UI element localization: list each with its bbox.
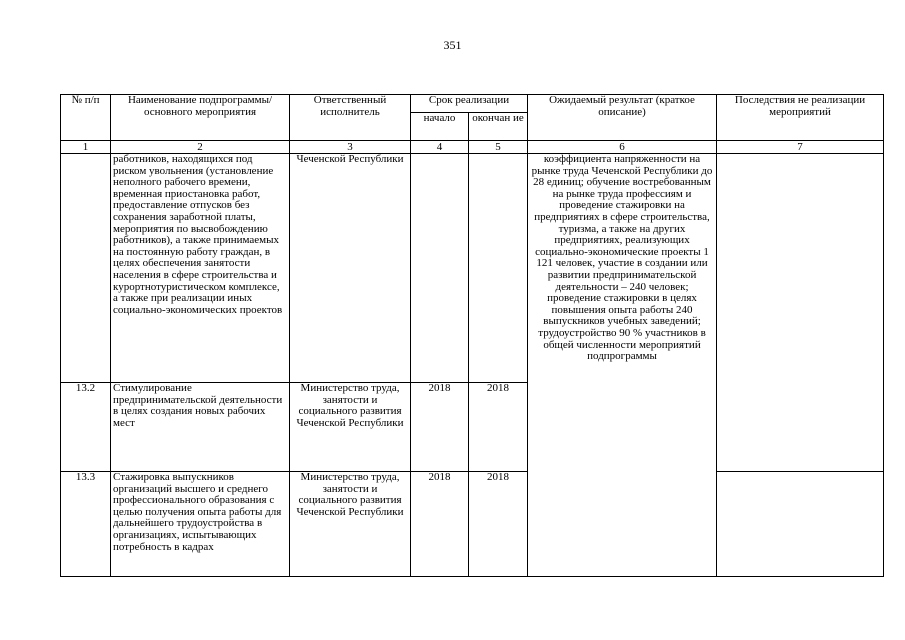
row-end-year: 2018: [469, 472, 528, 577]
program-table: [60, 94, 884, 577]
row-start-year: [411, 154, 469, 383]
column-number: 5: [469, 141, 528, 154]
row-measure-name: Стимулирование предпринимательской деятельности в целях создания новых рабочих мест: [111, 383, 290, 472]
page-number: 351: [443, 38, 462, 52]
header-start: начало: [411, 113, 469, 141]
table-row: [61, 154, 884, 383]
row-start-year: 2018: [411, 383, 469, 472]
column-number: 6: [528, 141, 717, 154]
row-measure-name: работников, находящихся под риском увольнения (установление неполного рабочего времени, временная приостановка работ, предоставление отпусков без сохранения заработной платы, мероприятия по высвобождению работников), а также принимаемых на постоянную работу граждан, в целях обеспечения занятости населения в сфере строительства и курортнотуристическом комплексе, а также при реализации иных социально-экономических проектов: [111, 154, 290, 383]
column-number: 1: [61, 141, 111, 154]
header-name: Наименование подпрограммы/ основного мероприятия: [111, 95, 290, 141]
row-number: [61, 154, 111, 383]
header-result: Ожидаемый результат (краткое описание): [528, 95, 717, 141]
row-end-year: 2018: [469, 383, 528, 472]
header-num: № п/п: [61, 95, 111, 141]
row-start-year: 2018: [411, 472, 469, 577]
column-number: 4: [411, 141, 469, 154]
column-number: 7: [717, 141, 884, 154]
expected-result-text: коэффициента напряженности на рынке труда Чеченской Республики до 28 единиц; обучение востребованным на рынке труда профессиям и проведение стажировки на предприятиях в сфере строительства, туризма, а также на других предприятиях, реализующих социально-экономические проекты 1 121 человек, участие в создании или развитии предпринимательской деятельности – 240 человек; проведение стажировки в целях повышения опыта работы 240 выпускников учебных заведений; трудоустройство 90 % участников в общей численности мероприятий подпрограммы: [528, 154, 717, 577]
header-row: [61, 95, 884, 113]
row-executor: Министерство труда, занятости и социального развития Чеченской Республики: [290, 383, 411, 472]
consequences-cell: [717, 154, 884, 472]
column-numbers-row: [61, 141, 884, 154]
row-measure-name: Стажировка выпускников организаций высшего и среднего профессионального образования с целью получения опыта работы для дальнейшего трудоустройства в организациях, испытывающих потребность в кадрах: [111, 472, 290, 577]
row-number: 13.3: [61, 472, 111, 577]
consequences-cell: [717, 472, 884, 577]
row-executor: Чеченской Республики: [290, 154, 411, 383]
row-end-year: [469, 154, 528, 383]
column-number: 3: [290, 141, 411, 154]
header-consequences: Последствия не реализации мероприятий: [717, 95, 884, 141]
row-executor: Министерство труда, занятости и социального развития Чеченской Республики: [290, 472, 411, 577]
column-number: 2: [111, 141, 290, 154]
header-end: окончан ие: [469, 113, 528, 141]
header-period: Срок реализации: [411, 95, 528, 113]
header-executor: Ответственный исполнитель: [290, 95, 411, 141]
table-row: [61, 472, 884, 577]
row-number: 13.2: [61, 383, 111, 472]
